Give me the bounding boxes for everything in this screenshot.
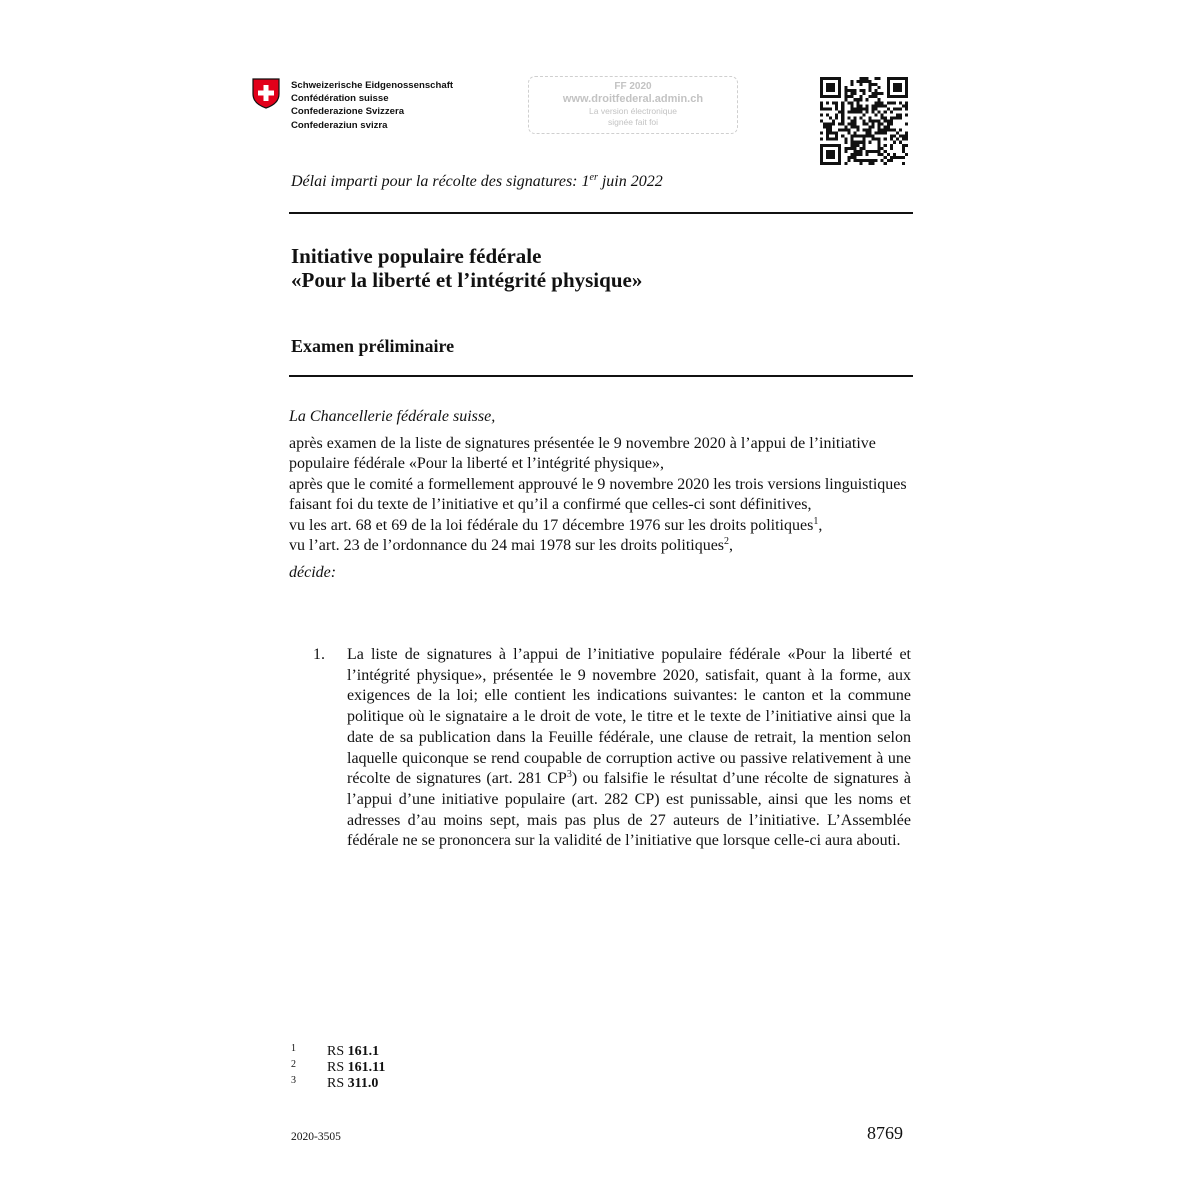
decision-list — [313, 645, 911, 852]
preamble-p4-end: , — [729, 537, 734, 554]
divider-bottom — [289, 375, 913, 377]
list-item — [313, 645, 911, 852]
footnote-ref-2[interactable]: 2 — [724, 536, 730, 547]
footnote-ref: 161.1 — [347, 1044, 380, 1059]
confederation-name-de: Schweizerische Eidgenossenschaft — [291, 80, 454, 91]
document-id: 2020-3505 — [291, 1131, 341, 1143]
confederation-name-fr: Confédération suisse — [291, 93, 389, 105]
footnote-text — [327, 1076, 378, 1092]
list-item-text — [347, 645, 911, 852]
stamp-line-2: www.droitfederal.admin.ch — [562, 93, 704, 105]
footnote-prefix: RS — [327, 1060, 348, 1075]
footnote-prefix: RS — [327, 1044, 348, 1059]
footnote-ref-3[interactable]: 3 — [566, 769, 572, 781]
title-line-2: «Pour la liberté et l’intégrité physique» — [291, 268, 643, 292]
decision-verb: décide: — [289, 563, 337, 581]
page-title — [291, 244, 642, 292]
decision-preamble — [289, 407, 919, 583]
qr-code-icon — [820, 77, 908, 165]
list-item-text-b: ) ou falsifie le résultat d’une récolte de signatures à l’appui d’une initiative populaire (art. 282 CP) est punissable, ainsi que les noms et adresses d’au moins sept, mais pas plus de 27 auteurs de l’initiative. L’Assemblée fédérale ne se prononcera sur la validité de l’initiative que lorsque celle-ci aura abouti. — [347, 770, 911, 850]
footnote-text — [327, 1060, 385, 1076]
preamble-p3-text: vu les art. 68 et 69 de la loi fédérale du 17 décembre 1976 sur les droits politiques — [289, 516, 814, 534]
deadline-suffix: juin 2022 — [597, 173, 663, 190]
footnote-ref: 311.0 — [347, 1076, 379, 1091]
signature-deadline — [291, 173, 663, 191]
footnote-number: 1 — [291, 1043, 296, 1054]
deadline-sup: er — [589, 172, 598, 183]
list-item-text-a: La liste de signatures à l’appui de l’initiative populaire fédérale «Pour la liberté et l’intégrité physique», présentée le 9 novembre 2020, satisfait, quant à la forme, aux exigences de la loi; elle contient les indications suivantes: le canton et la commune politique où le signataire a le droit de vote, le titre et le texte de l’initiative ainsi que la date de sa publication dans la Feuille fédérale, une clause de retrait, la mention selon laquelle quiconque se rend coupable de corruption active ou passive relativement à une récolte de signatures (art. 281 CP — [347, 646, 911, 788]
electronic-signature-stamp — [528, 76, 738, 134]
footnote-number: 2 — [291, 1059, 296, 1070]
preamble-p3 — [289, 516, 919, 537]
list-item-number: 1. — [313, 646, 325, 663]
preamble-p3-end: , — [818, 516, 823, 534]
stamp-line-3: La version électronique — [589, 106, 677, 116]
confederation-name-it: Confederazione Svizzera — [291, 106, 405, 118]
stamp-line-1: FF 2020 — [614, 81, 652, 92]
swiss-cross-icon — [252, 77, 280, 109]
confederation-names — [291, 79, 453, 132]
page-number: 8769 — [867, 1123, 903, 1143]
divider-top — [289, 212, 913, 214]
footnote-number: 3 — [291, 1075, 296, 1086]
section-subtitle: Examen préliminaire — [291, 336, 455, 356]
deadline-prefix: Délai imparti pour la récolte des signatures: 1 — [291, 173, 590, 190]
preamble-intro: La Chancellerie fédérale suisse, — [289, 408, 496, 425]
preamble-p4 — [289, 536, 919, 557]
title-line-1: Initiative populaire fédérale — [291, 244, 542, 268]
stamp-line-4: signée fait foi — [607, 116, 659, 127]
footnote-ref-1[interactable]: 1 — [813, 515, 819, 527]
footnote-prefix: RS — [327, 1076, 348, 1091]
footnote-text — [327, 1044, 379, 1060]
preamble-p4-text: vu l’art. 23 de l’ordonnance du 24 mai 1978 sur les droits politiques — [289, 537, 725, 554]
preamble-p2: après que le comité a formellement approuvé le 9 novembre 2020 les trois versions linguistiques faisant foi du texte de l’initiative et qu’il a confirmé que celles-ci sont définitives, — [289, 475, 907, 513]
footnote-ref: 161.11 — [347, 1060, 386, 1075]
preamble-p1: après examen de la liste de signatures présentée le 9 novembre 2020 à l’appui de l’initiative populaire fédérale «Pour la liberté et l’intégrité physique», — [289, 434, 876, 472]
confederation-name-rm: Confederaziun svizra — [291, 119, 388, 131]
